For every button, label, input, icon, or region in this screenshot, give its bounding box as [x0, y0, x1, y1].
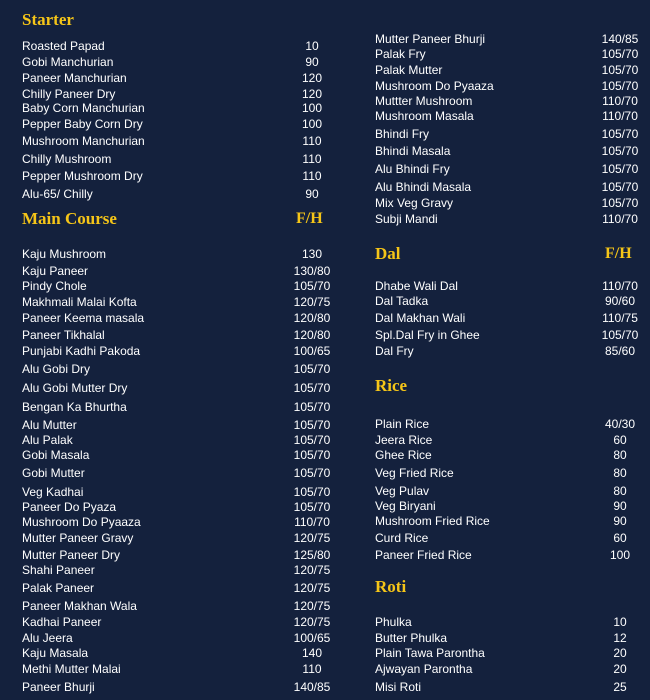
menu-item	[22, 514, 330, 530]
menu-item-price: 120/75	[293, 531, 331, 545]
menu-item	[22, 530, 331, 546]
menu-item-name: Mushroom Do Pyaaza	[375, 79, 494, 93]
dal-heading: Dal	[375, 244, 401, 263]
menu-item	[22, 432, 331, 448]
menu-item-name: Paneer Makhan Wala	[22, 599, 137, 613]
menu-item-price: 80	[613, 484, 627, 498]
menu-item-name: Kadhai Paneer	[22, 615, 102, 629]
menu-item-price: 90/60	[604, 294, 636, 308]
menu-item-name: Dhabe Wali Dal	[375, 279, 458, 293]
menu-item	[22, 547, 331, 563]
menu-item-name: Bhindi Masala	[375, 144, 451, 158]
menu-item	[375, 547, 643, 563]
menu-item	[22, 417, 331, 433]
menu-item-name: Dal Fry	[375, 344, 414, 358]
menu-item	[22, 116, 322, 132]
menu-item	[22, 562, 331, 578]
menu-item-name: Misi Roti	[375, 680, 422, 694]
menu-item-price: 105/70	[293, 500, 331, 514]
menu-item	[375, 513, 643, 529]
menu-item-name: Paneer Do Pyaza	[22, 500, 117, 514]
menu-item-price: 100	[301, 117, 323, 131]
menu-item-price: 120/80	[293, 328, 331, 342]
menu-item-name: Mushroom Fried Rice	[375, 514, 490, 528]
menu-item	[22, 133, 322, 149]
menu-item-name: Curd Rice	[375, 531, 429, 545]
menu-item-price: 10	[305, 39, 319, 53]
menu-item	[22, 343, 331, 359]
menu-item-name: Mutter Paneer Dry	[22, 548, 121, 562]
menu-item-name: Palak Paneer	[22, 581, 95, 595]
menu-item	[375, 327, 643, 343]
menu-item-name: Gobi Masala	[22, 448, 90, 462]
menu-item-name: Palak Fry	[375, 47, 426, 61]
menu-item-name: Alu Jeera	[22, 631, 73, 645]
menu-item	[22, 598, 331, 614]
menu-item-price: 120	[301, 71, 323, 85]
menu-item-price: 90	[305, 55, 319, 69]
menu-item-name: Alu Bhindi Masala	[375, 180, 472, 194]
menu-item-price: 105/70	[293, 279, 331, 293]
menu-item-price: 105/70	[293, 381, 331, 395]
menu-item	[375, 645, 643, 661]
menu-item-name: Paneer Bhurji	[22, 680, 95, 694]
menu-item	[375, 31, 643, 47]
menu-item-price: 120/75	[293, 615, 331, 629]
menu-item-price: 105/70	[293, 418, 331, 432]
menu-item-price: 60	[613, 531, 627, 545]
menu-item-name: Veg Biryani	[375, 499, 436, 513]
menu-item	[375, 614, 643, 630]
menu-item	[375, 278, 643, 294]
menu-item-price: 100/65	[293, 631, 331, 645]
menu-item-price: 90	[613, 499, 627, 513]
menu-item-name: Paneer Tikhalal	[22, 328, 105, 342]
menu-item-name: Makhmali Malai Kofta	[22, 295, 137, 309]
menu-item	[22, 399, 331, 415]
menu-item-price: 20	[613, 662, 627, 676]
menu-item-price: 100	[301, 101, 323, 115]
menu-item	[22, 447, 331, 463]
menu-item	[375, 447, 643, 463]
menu-item	[375, 126, 643, 142]
menu-item-price: 105/70	[601, 47, 639, 61]
menu-item-price: 80	[613, 448, 627, 462]
menu-item	[375, 293, 643, 309]
menu-item-price: 140/85	[293, 680, 331, 694]
menu-item-price: 120/80	[293, 311, 331, 325]
menu-item-name: Shahi Paneer	[22, 563, 95, 577]
menu-item-price: 105/70	[601, 63, 639, 77]
menu-item	[22, 263, 331, 279]
menu-item-name: Ajwayan Parontha	[375, 662, 473, 676]
menu-item	[375, 530, 643, 546]
menu-item-name: Mushroom Do Pyaaza	[22, 515, 141, 529]
menu-item	[22, 661, 322, 677]
menu-item-price: 90	[305, 187, 319, 201]
main-course-heading: Main Course	[22, 209, 117, 228]
menu-item-name: Mix Veg Gravy	[375, 196, 454, 210]
menu-item-price: 120	[301, 87, 323, 101]
menu-item-name: Veg Kadhai	[22, 485, 84, 499]
menu-item-name: Alu Palak	[22, 433, 73, 447]
menu-item	[22, 645, 322, 661]
menu-item	[22, 54, 322, 70]
menu-item	[375, 661, 643, 677]
menu-item	[22, 186, 322, 202]
menu-item-name: Veg Fried Rice	[375, 466, 454, 480]
menu-item-price: 105/70	[293, 400, 331, 414]
menu-item-price: 110	[302, 169, 322, 183]
menu-item-price: 40/30	[604, 417, 636, 431]
menu-item-price: 105/70	[293, 448, 331, 462]
menu-item-price: 110/70	[602, 212, 638, 226]
menu-item	[22, 614, 331, 630]
menu-item-price: 110/70	[602, 279, 638, 293]
menu-item-name: Subji Mandi	[375, 212, 438, 226]
menu-item-price: 105/70	[293, 485, 331, 499]
menu-item-price: 105/70	[601, 144, 639, 158]
menu-item	[22, 168, 322, 184]
menu-item-price: 110	[302, 152, 322, 166]
menu-item-name: Paneer Keema masala	[22, 311, 145, 325]
menu-item	[375, 108, 643, 124]
menu-item-name: Mushroom Manchurian	[22, 134, 145, 148]
menu-item-price: 105/70	[601, 79, 639, 93]
menu-item-name: Kaju Paneer	[22, 264, 89, 278]
menu-item-price: 105/70	[601, 196, 639, 210]
starter-heading: Starter	[22, 10, 74, 29]
dal-fh-label: F/H	[605, 245, 632, 262]
menu-item-name: Mutter Paneer Bhurji	[375, 32, 486, 46]
menu-item	[375, 679, 643, 695]
menu-item	[22, 580, 331, 596]
menu-item-name: Alu Mutter	[22, 418, 77, 432]
menu-item-price: 140	[301, 646, 323, 660]
menu-item	[22, 380, 331, 396]
menu-item	[375, 46, 643, 62]
menu-item	[375, 78, 643, 94]
menu-item	[22, 278, 331, 294]
menu-item	[22, 151, 322, 167]
menu-item	[375, 161, 643, 177]
menu-item-name: Bengan Ka Bhurtha	[22, 400, 127, 414]
menu-item-name: Alu-65/ Chilly	[22, 187, 93, 201]
menu-item	[22, 294, 331, 310]
menu-item-name: Methi Mutter Malai	[22, 662, 121, 676]
menu-item	[22, 484, 331, 500]
menu-item-price: 105/70	[293, 362, 331, 376]
menu-item-name: Jeera Rice	[375, 433, 433, 447]
menu-item-name: Dal Tadka	[375, 294, 429, 308]
menu-item-price: 105/70	[601, 162, 639, 176]
menu-item-price: 120/75	[293, 295, 331, 309]
menu-item-name: Plain Rice	[375, 417, 430, 431]
menu-item	[22, 70, 322, 86]
menu-item-name: Alu Bhindi Fry	[375, 162, 450, 176]
menu-item-price: 105/70	[601, 127, 639, 141]
menu-item	[375, 630, 643, 646]
menu-item-name: Bhindi Fry	[375, 127, 430, 141]
menu-item-name: Kaju Masala	[22, 646, 89, 660]
menu-item	[22, 679, 331, 695]
rice-heading: Rice	[375, 376, 408, 395]
menu-item-price: 110/70	[602, 94, 638, 108]
menu-item-name: Dal Makhan Wali	[375, 311, 466, 325]
menu-item-price: 110	[302, 662, 322, 676]
menu-item	[375, 179, 643, 195]
menu-item-name: Pindy Chole	[22, 279, 87, 293]
menu-item	[22, 310, 331, 326]
menu-item-price: 130	[301, 247, 323, 261]
menu-item-price: 105/70	[601, 180, 639, 194]
menu-item-price: 80	[613, 466, 627, 480]
menu-item-name: Ghee Rice	[375, 448, 432, 462]
main-course-fh-label: F/H	[296, 210, 323, 227]
menu-item-name: Butter Phulka	[375, 631, 448, 645]
menu-item-price: 120/75	[293, 563, 331, 577]
menu-item-name: Spl.Dal Fry in Ghee	[375, 328, 480, 342]
menu-item	[22, 327, 331, 343]
menu-item-price: 110/70	[294, 515, 330, 529]
menu-item-name: Plain Tawa Parontha	[375, 646, 485, 660]
menu-item-price: 85/60	[604, 344, 636, 358]
menu-item	[22, 465, 331, 481]
menu-item	[375, 465, 643, 481]
menu-item	[375, 195, 643, 211]
menu-item-name: Baby Corn Manchurian	[22, 101, 145, 115]
menu-item-name: Phulka	[375, 615, 412, 629]
menu-item-name: Veg Pulav	[375, 484, 430, 498]
menu-item	[375, 343, 643, 359]
menu-item-name: Roasted Papad	[22, 39, 105, 53]
menu-item-price: 90	[613, 514, 627, 528]
menu-item	[22, 38, 322, 54]
menu-item	[22, 361, 331, 377]
menu-item	[375, 432, 643, 448]
menu-item-name: Chilly Mushroom	[22, 152, 112, 166]
menu-item-name: Paneer Manchurian	[22, 71, 127, 85]
roti-heading: Roti	[375, 577, 407, 596]
menu-item-price: 110	[302, 134, 322, 148]
menu-item-name: Chilly Paneer Dry	[22, 87, 116, 101]
menu-item-name: Alu Gobi Mutter Dry	[22, 381, 128, 395]
menu-item	[375, 62, 643, 78]
menu-item	[22, 630, 331, 646]
menu-item	[375, 483, 643, 499]
menu-item-price: 60	[613, 433, 627, 447]
menu-item-name: Alu Gobi Dry	[22, 362, 91, 376]
menu-item-name: Muttter Mushroom	[375, 94, 473, 108]
menu-item	[375, 310, 643, 326]
menu-item-price: 100	[609, 548, 631, 562]
menu-item-price: 20	[613, 646, 627, 660]
menu-item-price: 110/70	[602, 109, 638, 123]
menu-item-price: 100/65	[293, 344, 331, 358]
menu-item-price: 105/70	[601, 328, 639, 342]
menu-item-name: Gobi Manchurian	[22, 55, 114, 69]
menu-item-name: Gobi Mutter	[22, 466, 85, 480]
menu-item-name: Palak Mutter	[375, 63, 443, 77]
menu-item-name: Mutter Paneer Gravy	[22, 531, 134, 545]
menu-item-name: Paneer Fried Rice	[375, 548, 472, 562]
menu-item-name: Mushroom Masala	[375, 109, 474, 123]
menu-item-price: 140/85	[601, 32, 639, 46]
menu-item-name: Pepper Baby Corn Dry	[22, 117, 143, 131]
menu-item-price: 105/70	[293, 433, 331, 447]
menu-item-name: Kaju Mushroom	[22, 247, 107, 261]
menu-item-price: 120/75	[293, 599, 331, 613]
menu-item-price: 120/75	[293, 581, 331, 595]
menu-item-price: 105/70	[293, 466, 331, 480]
menu-item-name: Pepper Mushroom Dry	[22, 169, 143, 183]
menu-item-name: Punjabi Kadhi Pakoda	[22, 344, 141, 358]
menu-item-price: 25	[613, 680, 627, 694]
menu-item	[22, 246, 322, 262]
menu-item-price: 12	[613, 631, 627, 645]
menu-item-price: 110/75	[602, 311, 638, 325]
menu-item	[375, 143, 643, 159]
menu-item	[375, 211, 643, 227]
menu-item	[375, 416, 643, 432]
menu-item	[22, 100, 322, 116]
menu-item-price: 125/80	[293, 548, 331, 562]
menu-item	[375, 93, 643, 109]
menu-item	[375, 498, 643, 514]
menu-item	[22, 499, 331, 515]
menu-item-price: 10	[613, 615, 627, 629]
menu-item-price: 130/80	[293, 264, 331, 278]
